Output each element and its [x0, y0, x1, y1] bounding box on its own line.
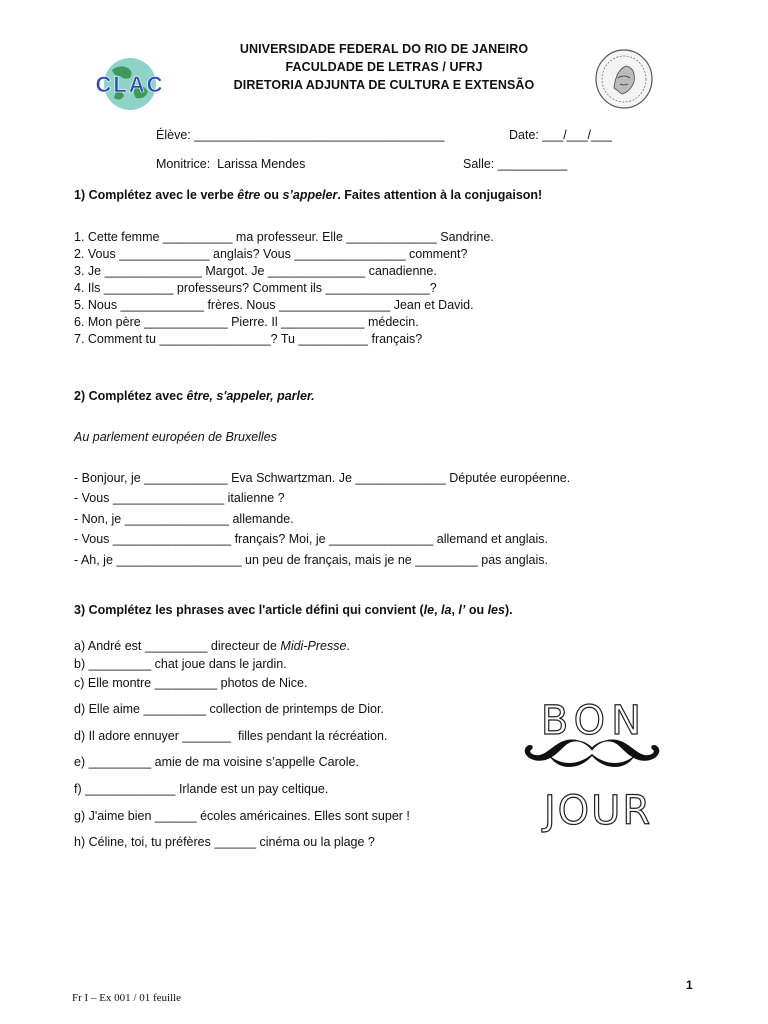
- exercise-3-title: 3) Complétez les phrases avec l'article défini qui convient (le, la, l’ ou les).: [74, 603, 513, 617]
- exercise-2-item: - Ah, je __________________ un peu de français, mais je ne _________ pas anglais.: [74, 553, 548, 567]
- exercise-1-items: [74, 229, 494, 348]
- exercise-1-item: 7. Comment tu ________________? Tu __________ français?: [74, 332, 423, 346]
- exercise-3-item: g) J'aime bien ______ écoles américaines. Elles sont super !: [74, 809, 410, 823]
- exercise-3-item: d) Il adore ennuyer _______ filles pendant la récréation.: [74, 729, 388, 743]
- bonjour-moustache-illustration: [518, 696, 666, 836]
- exercise-1-item: 2. Vous _____________ anglais? Vous ________________ comment?: [74, 247, 468, 261]
- exercise-2-item: - Non, je _______________ allemande.: [74, 512, 294, 526]
- university-seal-icon: [594, 48, 654, 110]
- exercise-1-item: 4. Ils __________ professeurs? Comment ils _______________?: [74, 281, 437, 295]
- exercise-3-item: a) André est _________ directeur de Midi-Presse.: [74, 639, 350, 653]
- footer-reference: Fr I – Ex 001 / 01 feuille: [72, 992, 182, 1004]
- exercise-3-item: b) _________ chat joue dans le jardin.: [74, 657, 287, 671]
- exercise-3-item: d) Elle aime _________ collection de printemps de Dior.: [74, 702, 384, 716]
- exercise-2-context: Au parlement européen de Bruxelles: [74, 430, 277, 444]
- exercise-2-item: - Vous _________________ français? Moi, je _______________ allemand et anglais.: [74, 532, 548, 546]
- student-name-field: Élève: ____________________________________: [156, 128, 445, 142]
- header-directorate: DIRETORIA ADJUNTA DE CULTURA E EXTENSÃO: [233, 78, 535, 92]
- header-faculty: FACULDADE DE LETRAS / UFRJ: [285, 60, 483, 74]
- exercise-1-item: 5. Nous ____________ frères. Nous ________________ Jean et David.: [74, 298, 474, 312]
- exercise-1-item: 6. Mon père ____________ Pierre. Il ____________ médecin.: [74, 315, 419, 329]
- bon-text: BON: [540, 698, 648, 744]
- jour-text: JOUR: [543, 788, 653, 834]
- exercise-2-title: 2) Complétez avec être, s'appeler, parler.: [74, 389, 315, 403]
- exercise-1-item: 3. Je ______________ Margot. Je ______________ canadienne.: [74, 264, 437, 278]
- exercise-2-item: - Vous ________________ italienne ?: [74, 491, 285, 505]
- exercise-3-item: h) Céline, toi, tu préfères ______ cinéma ou la plage ?: [74, 835, 375, 849]
- exercise-3-item: f) _____________ Irlande est un pay celtique.: [74, 782, 329, 796]
- exercise-1-item: 1. Cette femme __________ ma professeur. Elle _____________ Sandrine.: [74, 230, 494, 244]
- svg-text:CLAC: CLAC: [95, 72, 165, 97]
- exercise-3-item: e) _________ amie de ma voisine s’appelle Carole.: [74, 755, 359, 769]
- exercise-2-item: - Bonjour, je ____________ Eva Schwartzman. Je _____________ Députée européenne.: [74, 471, 571, 485]
- exercise-1-title: 1) Complétez avec le verbe être ou s’appeler. Faites attention à la conjugaison!: [74, 188, 543, 202]
- exercise-3-item: c) Elle montre _________ photos de Nice.: [74, 676, 308, 690]
- header-university: UNIVERSIDADE FEDERAL DO RIO DE JANEIRO: [239, 42, 529, 56]
- monitor-name: Monitrice: Larissa Mendes: [156, 157, 306, 171]
- room-field: Salle: __________: [463, 157, 568, 171]
- page-number: 1: [686, 978, 693, 992]
- date-field: Date: ___/___/___: [509, 128, 612, 142]
